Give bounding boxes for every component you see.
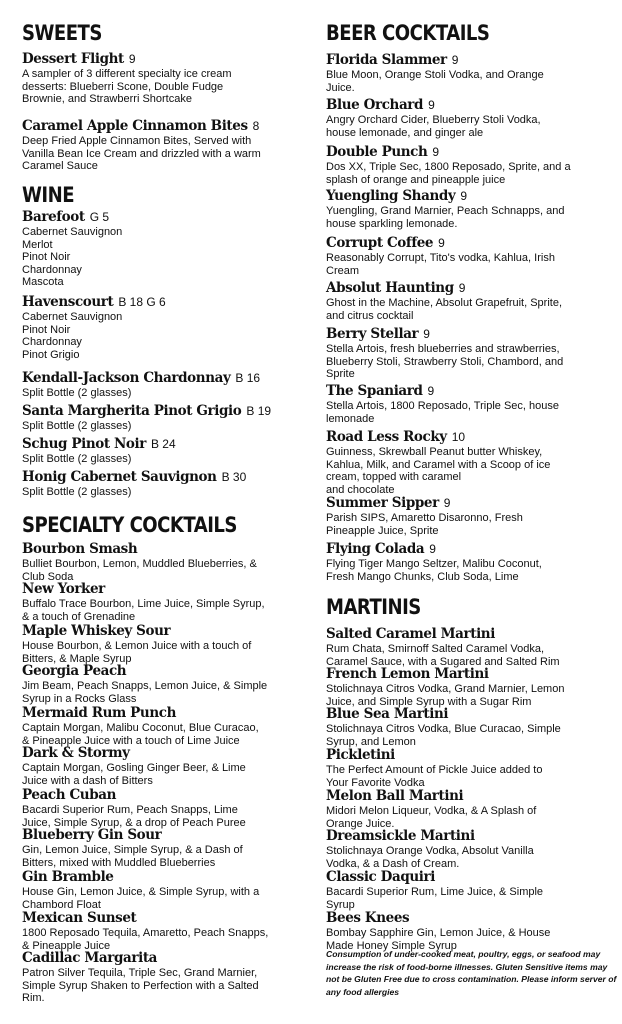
- description-line: Stolichnaya Citros Vodka, Blue Curacao, Simple: [326, 723, 561, 735]
- menu-item-name: Mexican Sunset: [22, 910, 137, 926]
- menu-item-description: [326, 205, 612, 230]
- description-line: A sampler of 3 different specialty ice cream: [22, 68, 232, 80]
- menu-item-price: G 5: [89, 210, 110, 224]
- description-line: Cabernet Sauvignon: [22, 311, 123, 323]
- menu-item-name: Road Less Rocky: [326, 429, 447, 445]
- description-line: Bacardi Superior Rum, Lime Juice, & Simple: [326, 886, 544, 898]
- menu-item-description: [326, 886, 612, 911]
- menu-item-name: Schug Pinot Noir: [22, 436, 146, 452]
- menu-item-header: [22, 208, 307, 226]
- menu-item-description: [22, 680, 307, 705]
- menu-item: [22, 622, 307, 665]
- menu-item: [326, 325, 612, 381]
- description-line: Chardonnay: [22, 336, 82, 348]
- menu-item-name: Honig Cabernet Sauvignon: [22, 469, 217, 485]
- menu-item-header: [22, 50, 307, 68]
- menu-item: [22, 540, 307, 583]
- menu-item-name: Melon Ball Martini: [326, 788, 464, 804]
- menu-item-description: [22, 68, 307, 106]
- menu-item: [326, 279, 612, 322]
- description-line: Simple Syrup Shaken to Perfection with a Salted: [22, 979, 259, 992]
- menu-item-name: Florida Slammer: [326, 52, 447, 68]
- menu-item-header: [326, 827, 612, 845]
- menu-item: [326, 868, 612, 911]
- description-line: Bulliet Bourbon, Lemon, Muddled Blueberries, &: [22, 558, 257, 570]
- description-line: Buffalo Trace Bourbon, Lime Juice, Simple Syrup,: [22, 598, 265, 610]
- description-line: Midori Melon Liqueur, Vodka, & A Splash of: [326, 805, 537, 817]
- description-line: Vanilla Bean Ice Cream and drizzled with a warm: [22, 147, 261, 160]
- menu-item: [22, 50, 307, 106]
- menu-item-price: B 30: [221, 470, 247, 484]
- description-line: desserts: Blueberri Scone, Double Fudge: [22, 80, 224, 93]
- menu-item-name: Barefoot: [22, 209, 85, 225]
- description-line: Angry Orchard Cider, Blueberry Stoli Vodka,: [326, 114, 541, 126]
- menu-item-header: [22, 662, 307, 680]
- menu-item-name: Dreamsickle Martini: [326, 828, 475, 844]
- description-line: Syrup, and Lemon: [326, 735, 416, 748]
- menu-item-price: 9: [458, 281, 466, 295]
- menu-item-header: [22, 369, 307, 387]
- menu-item: [326, 51, 612, 94]
- description-line: house sparkling lemonade.: [326, 217, 458, 230]
- description-line: Pinot Noir: [22, 251, 71, 263]
- menu-item-price: B 19: [246, 404, 272, 418]
- menu-item-name: Absolut Haunting: [326, 280, 454, 296]
- description-line: and citrus cocktail: [326, 309, 414, 322]
- description-line: Pinot Noir: [22, 323, 71, 336]
- menu-item-price: 9: [428, 98, 435, 112]
- description-line: Stolichnaya Citros Vodka, Grand Marnier, Lemon: [326, 683, 565, 695]
- menu-item-header: [326, 494, 612, 512]
- menu-item-header: [22, 435, 307, 453]
- menu-item-price: 10: [451, 430, 466, 444]
- menu-item-description: [326, 764, 612, 789]
- menu-item-header: [326, 382, 612, 400]
- menu-item-description: [326, 512, 612, 537]
- menu-item-price: B 16: [235, 371, 261, 385]
- menu-item: [22, 369, 307, 400]
- menu-item-description: [326, 558, 612, 583]
- menu-item: [326, 382, 612, 425]
- description-line: Caramel Sauce: [22, 160, 98, 172]
- menu-item: [326, 909, 612, 952]
- menu-item: [22, 468, 307, 499]
- menu-item: [326, 428, 612, 496]
- menu-item-header: [326, 428, 612, 446]
- menu-item-price: 9: [429, 542, 436, 556]
- description-line: and chocolate: [326, 483, 395, 496]
- menu-item-price: B 18 G 6: [118, 295, 166, 309]
- section-heading: SWEETS: [22, 21, 102, 45]
- disclaimer-line: increase the risk of food-borne illnesses. Gluten Sensitive items may: [326, 961, 608, 972]
- menu-item-header: [22, 580, 307, 598]
- menu-item-name: Gin Bramble: [22, 869, 114, 885]
- menu-item: [22, 662, 307, 705]
- menu-item-price: B 24: [150, 437, 176, 451]
- description-line: Syrup in a Rocks Glass: [22, 692, 137, 705]
- menu-item: [22, 744, 307, 787]
- description-line: Club Soda: [22, 570, 74, 583]
- menu-item-header: [326, 540, 612, 558]
- description-line: Blue Moon, Orange Stoli Vodka, and Orange: [326, 69, 544, 81]
- menu-item: [22, 949, 307, 1005]
- menu-item-header: [326, 279, 612, 297]
- menu-item-name: Mermaid Rum Punch: [22, 705, 176, 721]
- menu-item-description: [326, 343, 612, 381]
- menu-item-price: 9: [427, 384, 435, 398]
- description-line: Juice, and Simple Syrup with a Sugar Rim: [326, 695, 532, 708]
- menu-item-name: Cadillac Margarita: [22, 950, 157, 966]
- menu-item: [326, 96, 612, 139]
- menu-item-header: [22, 704, 307, 722]
- menu-item-header: [22, 909, 307, 927]
- menu-item-price: 9: [438, 236, 445, 250]
- description-line: Caramel Sauce, with a Sugared and Salted Rim: [326, 655, 560, 668]
- menu-item-header: [22, 468, 307, 486]
- menu-item-name: Berry Stellar: [326, 326, 419, 342]
- description-line: Juice with a dash of Bitters: [22, 774, 153, 787]
- description-line: Bitters, mixed with Muddled Blueberries: [22, 856, 216, 869]
- disclaimer-line: any food allergies: [326, 986, 400, 997]
- description-line: Dos XX, Triple Sec, 1800 Reposado, Sprite, and a: [326, 161, 571, 173]
- menu-item-header: [22, 540, 307, 558]
- menu-item-header: [326, 187, 612, 205]
- menu-item-header: [326, 143, 612, 161]
- description-line: Rim.: [22, 992, 45, 1004]
- description-line: Stella Artois, 1800 Reposado, Triple Sec, house: [326, 400, 559, 412]
- description-line: Your Favorite Vodka: [326, 776, 425, 789]
- menu-item: [22, 208, 307, 289]
- menu-item: [22, 909, 307, 952]
- menu-item-description: [326, 400, 612, 425]
- menu-item-name: Yuengling Shandy: [326, 188, 456, 204]
- description-line: Deep Fried Apple Cinnamon Bites, Served with: [22, 135, 252, 147]
- menu-item-header: [326, 868, 612, 886]
- menu-item-name: Salted Caramel Martini: [326, 626, 495, 642]
- description-line: Gin, Lemon Juice, Simple Syrup, & a Dash of: [22, 844, 243, 856]
- description-line: Merlot: [22, 238, 53, 251]
- disclaimer-line: Consumption of under-cooked meat, poultry, eggs, or seafood may: [326, 949, 601, 959]
- menu-item-header: [22, 786, 307, 804]
- menu-item-description: [22, 387, 307, 400]
- menu-item: [326, 234, 612, 277]
- menu-item-name: French Lemon Martini: [326, 666, 489, 682]
- description-line: Kahlua, Milk, and Caramel with a Scoop of ice: [326, 458, 551, 471]
- menu-item-price: 9: [432, 145, 440, 159]
- description-line: lemonade: [326, 412, 375, 425]
- description-line: Juice.: [326, 81, 355, 94]
- menu-item: [326, 705, 612, 748]
- menu-item-name: Bees Knees: [326, 910, 410, 926]
- menu-item-name: Georgia Peach: [22, 663, 127, 679]
- menu-item-name: Bourbon Smash: [22, 541, 138, 557]
- menu-item: [326, 746, 612, 789]
- description-line: Split Bottle (2 glasses): [22, 486, 132, 498]
- description-line: Brownie, and Strawberri Shortcake: [22, 93, 192, 105]
- menu-item: [22, 868, 307, 911]
- description-line: & a touch of Grenadine: [22, 610, 136, 623]
- menu-item-header: [22, 622, 307, 640]
- description-line: Orange Juice.: [326, 817, 395, 830]
- description-line: 1800 Reposado Tequila, Amaretto, Peach Snapps,: [22, 927, 269, 939]
- menu-item: [326, 625, 612, 668]
- menu-item: [22, 826, 307, 869]
- description-line: Flying Tiger Mango Seltzer, Malibu Coconut,: [326, 558, 542, 570]
- menu-item-price: 9: [443, 496, 451, 510]
- description-line: House Gin, Lemon Juice, & Simple Syrup, with a: [22, 886, 260, 898]
- section-heading: WINE: [22, 183, 75, 207]
- menu-item-name: Santa Margherita Pinot Grigio: [22, 403, 242, 419]
- menu-item-description: [22, 420, 307, 433]
- menu-item: [22, 117, 307, 173]
- section-heading: BEER COCKTAILS: [326, 21, 490, 45]
- description-line: Split Bottle (2 glasses): [22, 387, 132, 399]
- menu-item-name: Double Punch: [326, 144, 428, 160]
- menu-item-header: [22, 402, 307, 420]
- menu-item-header: [22, 744, 307, 762]
- menu-item-description: [22, 486, 307, 499]
- allergy-disclaimer: [326, 948, 617, 998]
- description-line: Chambord Float: [22, 898, 101, 911]
- menu-item: [22, 786, 307, 829]
- description-line: & Pineapple Juice: [22, 939, 111, 952]
- description-line: Blueberry Stoli, Strawberry Stoli, Chambord, and: [326, 355, 564, 368]
- menu-item-description: [22, 226, 307, 289]
- description-line: Juice, Simple Syrup, & a drop of Peach Puree: [22, 816, 246, 829]
- description-line: Rum Chata, Smirnoff Salted Caramel Vodka,: [326, 643, 545, 655]
- menu-item-header: [326, 665, 612, 683]
- menu-item: [326, 143, 612, 186]
- description-line: House Bourbon, & Lemon Juice with a touch of: [22, 640, 252, 652]
- menu-item-description: [22, 311, 307, 361]
- menu-item-price: 9: [460, 189, 468, 203]
- menu-item-name: Kendall-Jackson Chardonnay: [22, 370, 231, 386]
- description-line: Split Bottle (2 glasses): [22, 453, 132, 465]
- section-heading: SPECIALTY COCKTAILS: [22, 513, 237, 537]
- menu-item-name: Dark & Stormy: [22, 745, 130, 761]
- description-line: splash of orange and pineapple juice: [326, 173, 506, 186]
- description-line: Yuengling, Grand Marnier, Peach Schnapps, and: [326, 205, 565, 217]
- menu-item-name: Flying Colada: [326, 541, 425, 557]
- description-line: Vodka, & a Dash of Cream.: [326, 857, 460, 870]
- description-line: Patron Silver Tequila, Triple Sec, Grand Marnier,: [22, 967, 258, 979]
- menu-item: [326, 827, 612, 870]
- menu-item-name: Corrupt Coffee: [326, 235, 434, 251]
- description-line: Reasonably Corrupt, Tito's vodka, Kahlua, Irish: [326, 252, 555, 264]
- menu-item-header: [326, 234, 612, 252]
- menu-item-header: [326, 51, 612, 69]
- menu-item-header: [326, 787, 612, 805]
- menu-item-description: [326, 845, 612, 870]
- menu-item-description: [22, 967, 307, 1005]
- menu-item: [22, 580, 307, 623]
- menu-item-description: [22, 598, 307, 623]
- menu-item-description: [22, 844, 307, 869]
- description-line: Ghost in the Machine, Absolut Grapefruit, Sprite,: [326, 297, 563, 309]
- menu-item-name: Caramel Apple Cinnamon Bites: [22, 118, 248, 134]
- menu-item-name: Blue Sea Martini: [326, 706, 449, 722]
- menu-item-name: Havenscourt: [22, 294, 114, 310]
- menu-item: [22, 402, 307, 433]
- description-line: Bitters, & Maple Syrup: [22, 652, 132, 665]
- menu-item-description: [326, 723, 612, 748]
- menu-item-name: Maple Whiskey Sour: [22, 623, 171, 639]
- menu-item-description: [326, 161, 612, 186]
- description-line: Chardonnay: [22, 263, 82, 276]
- menu-item: [326, 540, 612, 583]
- menu-item-header: [22, 826, 307, 844]
- menu-item-name: Blue Orchard: [326, 97, 424, 113]
- menu-item-header: [326, 625, 612, 643]
- description-line: Pinot Grigio: [22, 348, 80, 361]
- menu-item-name: Blueberry Gin Sour: [22, 827, 162, 843]
- menu-item-price: 9: [451, 53, 459, 67]
- menu-item-description: [22, 886, 307, 911]
- menu-item-header: [326, 705, 612, 723]
- menu-item-price: 9: [128, 52, 136, 66]
- menu-item: [22, 704, 307, 747]
- menu-item-description: [326, 446, 612, 496]
- menu-item-name: Dessert Flight: [22, 51, 124, 67]
- description-line: Jim Beam, Peach Snapps, Lemon Juice, & Simple: [22, 680, 268, 692]
- section-heading: MARTINIS: [326, 595, 421, 619]
- description-line: Pineapple Juice, Sprite: [326, 524, 439, 537]
- menu-item: [22, 293, 307, 361]
- description-line: Captain Morgan, Gosling Ginger Beer, & Lime: [22, 762, 246, 774]
- menu-item-description: [22, 135, 307, 173]
- description-line: Stella Artois, fresh blueberries and strawberries,: [326, 343, 560, 355]
- description-line: Made Honey Simple Syrup: [326, 939, 457, 952]
- menu-item-header: [22, 293, 307, 311]
- description-line: Parish SIPS, Amaretto Disaronno, Fresh: [326, 512, 523, 524]
- menu-item-price: 8: [252, 119, 260, 133]
- description-line: Cabernet Sauvignon: [22, 226, 123, 238]
- description-line: & Pineapple Juice with a touch of Lime Juice: [22, 734, 240, 747]
- menu-item-name: Pickletini: [326, 747, 395, 763]
- menu-item-description: [326, 69, 612, 94]
- menu-item-name: New Yorker: [22, 581, 105, 597]
- menu-item-description: [326, 252, 612, 277]
- menu-item-name: Classic Daquiri: [326, 869, 435, 885]
- description-line: Bacardi Superior Rum, Peach Snapps, Lime: [22, 804, 238, 816]
- menu-item-description: [22, 762, 307, 787]
- menu-item-header: [22, 949, 307, 967]
- description-line: Mascota: [22, 276, 64, 288]
- menu-item-name: The Spaniard: [326, 383, 423, 399]
- description-line: Syrup: [326, 898, 355, 911]
- menu-item-header: [326, 746, 612, 764]
- menu-item-description: [326, 297, 612, 322]
- menu-item-header: [326, 909, 612, 927]
- disclaimer-line: not be Gluten Free due to cross contamination. Please inform server of: [326, 974, 617, 984]
- description-line: Bombay Sapphire Gin, Lemon Juice, & House: [326, 927, 551, 939]
- description-line: Fresh Mango Chunks, Club Soda, Lime: [326, 570, 519, 583]
- menu-item-header: [326, 325, 612, 343]
- description-line: cream, topped with caramel: [326, 471, 462, 483]
- menu-item: [326, 665, 612, 708]
- menu-item-name: Peach Cuban: [22, 787, 117, 803]
- menu-item-price: 9: [423, 327, 430, 341]
- menu-item: [22, 435, 307, 466]
- menu-item: [326, 187, 612, 230]
- menu-item: [326, 494, 612, 537]
- menu-item-description: [22, 453, 307, 466]
- description-line: Stolichnaya Orange Vodka, Absolut Vanilla: [326, 845, 534, 857]
- menu-item-description: [326, 114, 612, 139]
- menu-item: [326, 787, 612, 830]
- description-line: Guinness, Skrewball Peanut butter Whiskey,: [326, 446, 543, 458]
- description-line: Sprite: [326, 368, 355, 380]
- menu-item-header: [22, 868, 307, 886]
- description-line: Cream: [326, 264, 360, 277]
- menu-item-name: Summer Sipper: [326, 495, 439, 511]
- description-line: Captain Morgan, Malibu Coconut, Blue Curacao,: [22, 722, 259, 734]
- description-line: The Perfect Amount of Pickle Juice added to: [326, 764, 543, 776]
- description-line: Split Bottle (2 glasses): [22, 420, 132, 432]
- menu-item-header: [22, 117, 307, 135]
- menu-item-header: [326, 96, 612, 114]
- description-line: house lemonade, and ginger ale: [326, 126, 484, 139]
